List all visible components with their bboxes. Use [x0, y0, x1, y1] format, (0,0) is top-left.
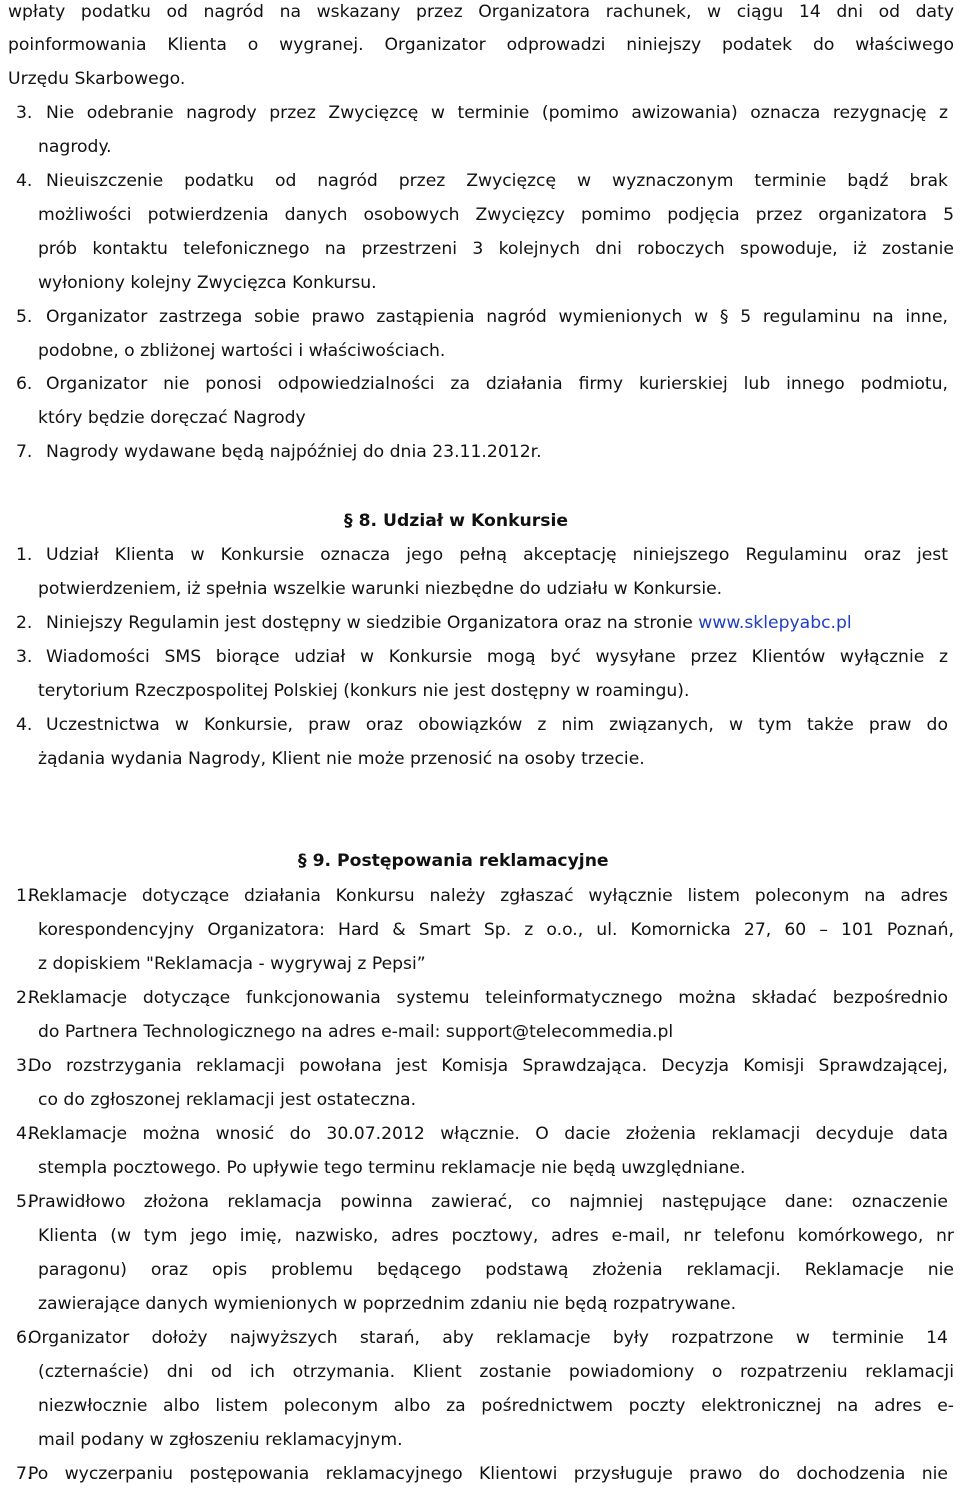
item-text: potwierdzeniem, iż spełnia wszelkie warunki niezbędne do udziału w Konkursie.: [38, 579, 723, 599]
item-number: 7.: [16, 442, 33, 462]
list-item: [8, 645, 954, 669]
item-text: Organizator zastrzega sobie prawo zastąpienia nagród wymienionych w § 5 regulaminu na inne,: [46, 307, 948, 327]
section-heading: § 9. Postępowania reklamacyjne: [298, 851, 609, 871]
item-text: z dopiskiem "Reklamacja - wygrywaj z Pepsi”: [38, 954, 426, 974]
item-text: prób kontaktu telefonicznego na przestrzeni 3 kolejnych dni roboczych spowoduje, iż zostanie: [38, 239, 954, 259]
list-item: [8, 372, 954, 396]
paragraph-line: Urzędu Skarbowego.: [8, 69, 186, 89]
list-item: [8, 169, 954, 193]
item-text: (czternaście) dni od ich otrzymania. Klient zostanie powiadomiony o rozpatrzeniu reklamacji: [38, 1362, 954, 1382]
list-item: [8, 1190, 954, 1214]
list-item: [8, 101, 954, 125]
item-text: paragonu) oraz opis problemu będącego podstawą złożenia reklamacji. Reklamacje nie: [38, 1260, 954, 1280]
paragraph-line: poinformowania Klienta o wygranej. Organizator odprowadzi niniejszy podatek do właściwego: [8, 35, 954, 55]
item-text: Nieuiszczenie podatku od nagród przez Zwycięzcę w wyznaczonym terminie bądź brak: [46, 171, 948, 191]
list-item: [8, 1122, 954, 1146]
item-number: 5.: [16, 1192, 33, 1212]
list-item: [8, 713, 954, 737]
item-text: terytorium Rzeczpospolitej Polskiej (konkurs nie jest dostępny w roamingu).: [38, 681, 690, 701]
list-item: [8, 1462, 954, 1486]
item-text: nagrody.: [38, 137, 112, 157]
item-text: Uczestnictwa w Konkursie, praw oraz obowiązków z nim związanych, w tym także praw do: [46, 715, 948, 735]
section-heading: § 8. Udział w Konkursie: [344, 511, 569, 531]
item-text: [46, 611, 948, 635]
item-number: 3.: [16, 647, 33, 667]
paragraph-line: wpłaty podatku od nagród na wskazany przez Organizatora rachunek, w ciągu 14 dni od daty: [8, 2, 954, 22]
list-item: [8, 884, 954, 908]
item-number: 5.: [16, 307, 33, 327]
item-text: Prawidłowo złożona reklamacja powinna zawierać, co najmniej następujące dane: oznaczenie: [28, 1192, 948, 1212]
item-text: Klienta (w tym jego imię, nazwisko, adres pocztowy, adres e-mail, nr telefonu komórkowego, nr: [38, 1226, 954, 1246]
item-text: Reklamacje dotyczące funkcjonowania systemu teleinformatycznego można składać bezpośrednio: [28, 988, 948, 1008]
item-number: 1.: [16, 545, 33, 565]
item-number: 1.: [16, 886, 33, 906]
item-number: 4.: [16, 1124, 33, 1144]
item-text: niezwłocznie albo listem poleconym albo za pośrednictwem poczty elektronicznej na adres e-: [38, 1396, 954, 1416]
list-item: [8, 1054, 954, 1078]
item-text: zawierające danych wymienionych w poprzednim zdaniu nie będą rozpatrywane.: [38, 1294, 737, 1314]
item-text: Organizator dołoży najwyższych starań, aby reklamacje były rozpatrzone w terminie 14: [28, 1328, 948, 1348]
item-number: 4.: [16, 715, 33, 735]
item-number: 6.: [16, 374, 33, 394]
item-text: Udział Klienta w Konkursie oznacza jego pełną akceptację niniejszego Regulaminu oraz jest: [46, 545, 948, 565]
item-number: 6.: [16, 1328, 33, 1348]
list-item: [8, 986, 954, 1010]
item-text-before-link: Niniejszy Regulamin jest dostępny w siedzibie Organizatora oraz na stronie: [46, 613, 699, 633]
item-text: który będzie doręczać Nagrody: [38, 408, 306, 428]
list-item: [8, 543, 954, 567]
item-text: korespondencyjny Organizatora: Hard & Smart Sp. z o.o., ul. Komornicka 27, 60 – 101 Poznań,: [38, 920, 954, 940]
item-text: Reklamacje można wnosić do 30.07.2012 włącznie. O dacie złożenia reklamacji decyduje data: [28, 1124, 948, 1144]
list-item: [8, 611, 954, 635]
item-text: Organizator nie ponosi odpowiedzialności za działania firmy kurierskiej lub innego podmiotu,: [46, 374, 948, 394]
item-text: podobne, o zbliżonej wartości i właściwościach.: [38, 341, 446, 361]
item-text: Po wyczerpaniu postępowania reklamacyjnego Klientowi przysługuje prawo do dochodzenia nie: [28, 1464, 948, 1484]
list-item: [8, 1326, 954, 1350]
list-item: [8, 305, 954, 329]
item-text: co do zgłoszonej reklamacji jest ostateczna.: [38, 1090, 417, 1110]
item-text: Wiadomości SMS biorące udział w Konkursie mogą być wysyłane przez Klientów wyłącznie z: [46, 647, 948, 667]
item-text: wyłoniony kolejny Zwycięzca Konkursu.: [38, 273, 377, 293]
item-text: do Partnera Technologicznego na adres e-mail: support@telecommedia.pl: [38, 1022, 674, 1042]
item-text: Do rozstrzygania reklamacji powołana jest Komisja Sprawdzająca. Decyzja Komisji Sprawdzającej,: [28, 1056, 948, 1076]
item-number: 3.: [16, 1056, 33, 1076]
website-link[interactable]: www.sklepyabc.pl: [698, 613, 852, 633]
item-number: 4.: [16, 171, 33, 191]
item-number: 2.: [16, 988, 33, 1008]
list-item: [8, 440, 954, 464]
item-text: Nagrody wydawane będą najpóźniej do dnia 23.11.2012r.: [46, 442, 542, 462]
item-text: mail podany w zgłoszeniu reklamacyjnym.: [38, 1430, 403, 1450]
item-text: Reklamacje dotyczące działania Konkursu należy zgłaszać wyłącznie listem poleconym na adres: [28, 886, 948, 906]
item-text: możliwości potwierdzenia danych osobowych Zwycięzcy pomimo podjęcia przez organizatora 5: [38, 205, 954, 225]
item-number: 2.: [16, 613, 33, 633]
item-text: żądania wydania Nagrody, Klient nie może przenosić na osoby trzecie.: [38, 749, 645, 769]
item-number: 3.: [16, 103, 33, 123]
item-text: Nie odebranie nagrody przez Zwycięzcę w terminie (pomimo awizowania) oznacza rezygnację z: [46, 103, 948, 123]
item-number: 7.: [16, 1464, 33, 1484]
item-text: stempla pocztowego. Po upływie tego terminu reklamacje nie będą uwzględniane.: [38, 1158, 746, 1178]
